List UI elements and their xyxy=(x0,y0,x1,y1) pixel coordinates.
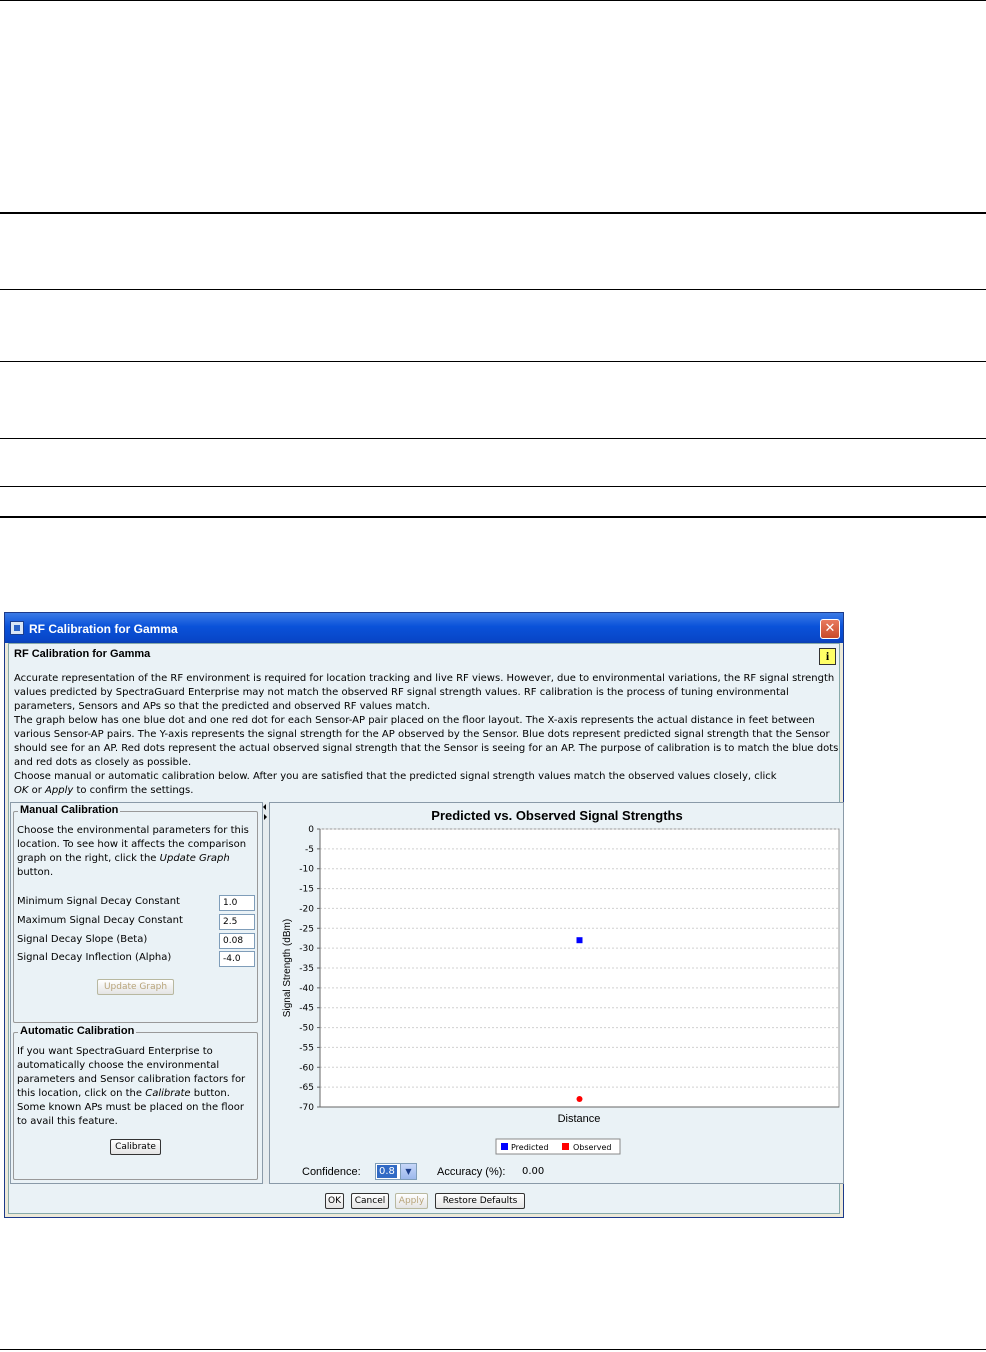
y-tick-label: -55 xyxy=(299,1043,314,1054)
window-title: RF Calibration for Gamma xyxy=(29,622,178,636)
chevron-down-icon[interactable]: ▼ xyxy=(400,1164,416,1179)
data-point-observed xyxy=(577,1096,583,1102)
top-rule xyxy=(0,0,986,1)
y-tick-label: -30 xyxy=(299,944,314,955)
automatic-calibration-title: Automatic Calibration xyxy=(20,1025,135,1037)
min-decay-input[interactable] xyxy=(219,895,255,911)
y-axis-ticks xyxy=(299,825,320,1113)
y-tick-label: 0 xyxy=(308,825,314,835)
ok-button[interactable]: OK xyxy=(325,1193,344,1209)
legend-label-observed: Observed xyxy=(573,1143,612,1152)
close-button[interactable] xyxy=(820,619,840,639)
y-axis-label: Signal Strength (dBm) xyxy=(282,918,293,1018)
decay-inflection-input[interactable] xyxy=(219,951,255,967)
calibration-options-panel xyxy=(10,802,263,1184)
table-rule-1 xyxy=(0,212,986,214)
decay-inflection-label: Signal Decay Inflection (Alpha) xyxy=(17,952,172,963)
description-paragraph: The graph below has one blue dot and one red dot for each Sensor-AP pair placed on the floor layout. The X-axis represents the actual distance in feet between various Sensor-AP pairs. The Y-axis represents the signal strength for the AP observed by the Sensor. Blue dots represent predicted signal strength that the Sensor should see for an AP. Red dots represent the actual observed signal strength that the Sensor is seeing for an AP. The purpose of calibration is to match the blue dots and red dots as closely as possible. xyxy=(14,715,839,768)
table-rule-4 xyxy=(0,438,986,439)
chart-legend xyxy=(496,1139,620,1154)
manual-calibration-description: Choose the environmental parameters for this location. To see how it affects the comparison graph on the right, click the Update Graph button. xyxy=(17,825,249,878)
chart-panel xyxy=(269,802,844,1184)
y-tick-label: -10 xyxy=(299,864,314,875)
calibrate-button[interactable]: Calibrate xyxy=(110,1139,161,1155)
y-tick-label: -15 xyxy=(299,884,314,895)
dialog-button-bar xyxy=(5,1155,843,1206)
table-rule-6 xyxy=(0,516,986,518)
accuracy-value: 0.00 xyxy=(522,1166,545,1177)
signal-strength-chart xyxy=(270,803,843,1159)
data-point-predicted xyxy=(577,937,583,943)
y-tick-label: -70 xyxy=(299,1103,314,1113)
legend-swatch-observed xyxy=(562,1143,569,1150)
apply-button[interactable]: Apply xyxy=(395,1193,428,1209)
legend-label-predicted: Predicted xyxy=(511,1143,549,1152)
table-rule-5 xyxy=(0,486,986,487)
rf-calibration-dialog xyxy=(4,612,844,1218)
y-tick-label: -5 xyxy=(305,844,314,855)
bottom-rule xyxy=(0,1349,986,1350)
confidence-label: Confidence: xyxy=(302,1166,361,1178)
y-tick-label: -35 xyxy=(299,964,314,974)
app-window-icon xyxy=(10,621,24,635)
max-decay-input[interactable] xyxy=(219,914,255,930)
min-decay-label: Minimum Signal Decay Constant xyxy=(17,896,180,907)
dialog-header-title: RF Calibration for Gamma xyxy=(14,648,151,660)
y-tick-label: -25 xyxy=(299,924,314,935)
close-icon: ✕ xyxy=(824,621,836,636)
description-paragraph: Accurate representation of the RF environment is required for location tracking and live RF views. However, due to environmental variations, the RF signal strength values predicted by SpectraGuard Enterprise may not match the observed RF signal strength values. RF calibration is the process of tuning environmental parameters, Sensors and APs so that the predicted and observed RF values match. xyxy=(14,673,835,712)
update-graph-button[interactable]: Update Graph xyxy=(97,979,174,995)
y-tick-label: -20 xyxy=(299,904,314,915)
automatic-calibration-description: If you want SpectraGuard Enterprise to automatically choose the environmental parameters and Sensor calibration factors for this location, click on the Calibrate button. Some known APs must be placed on the floor to avail this feature. xyxy=(17,1046,246,1127)
manual-calibration-group xyxy=(13,804,258,1023)
dialog-content xyxy=(8,643,840,1214)
accuracy-label: Accuracy (%): xyxy=(437,1166,506,1178)
chart-title: Predicted vs. Observed Signal Strengths xyxy=(431,808,683,823)
info-icon[interactable]: i xyxy=(819,648,836,665)
table-rule-3 xyxy=(0,361,986,362)
description-text xyxy=(14,672,840,798)
y-tick-label: -45 xyxy=(299,1003,314,1014)
y-tick-label: -60 xyxy=(299,1063,314,1074)
legend-swatch-predicted xyxy=(501,1143,508,1150)
y-tick-label: -40 xyxy=(299,983,314,994)
title-bar[interactable] xyxy=(5,613,843,643)
decay-slope-input[interactable] xyxy=(219,933,255,949)
y-tick-label: -50 xyxy=(299,1023,314,1034)
decay-slope-label: Signal Decay Slope (Beta) xyxy=(17,934,148,945)
y-tick-label: -65 xyxy=(299,1083,314,1094)
table-rule-2 xyxy=(0,289,986,290)
confidence-value: 0.8 xyxy=(379,1166,395,1177)
restore-defaults-button[interactable]: Restore Defaults xyxy=(435,1193,525,1209)
max-decay-label: Maximum Signal Decay Constant xyxy=(17,915,183,926)
x-axis-label: Distance xyxy=(557,1113,601,1125)
manual-calibration-title: Manual Calibration xyxy=(20,804,119,816)
description-paragraph: Choose manual or automatic calibration below. After you are satisfied that the predicted signal strength values match the observed values closely, click OK or Apply to confirm the settings. xyxy=(14,771,777,796)
cancel-button[interactable]: Cancel xyxy=(351,1193,389,1209)
